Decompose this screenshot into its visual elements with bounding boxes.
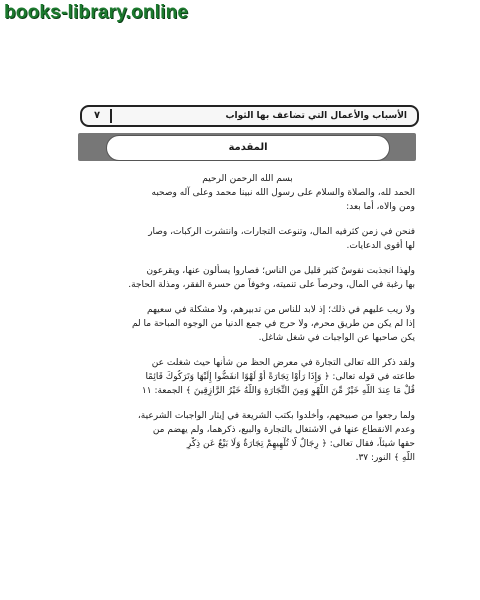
page-body: [80, 172, 415, 465]
paragraph-line: ومن والاه، أما بعد:: [346, 202, 415, 212]
paragraph-gap: [80, 253, 415, 264]
paragraph-gap: [80, 398, 415, 409]
paragraph-line: بها رغبة في المال، وحرصاً على تنميته، وخوفاً من حسرة الفقر، ومذلة الحاجة.: [128, 280, 415, 290]
paragraph-gap: [80, 292, 415, 303]
paragraph-line: الحمد لله، والصلاة والسلام على رسول الله نبينا محمد وعلى آله وصحبه: [151, 188, 415, 198]
section-title: المقدمة: [228, 142, 268, 153]
paragraph-line: ولا ريب عليهم في ذلك؛ إذ لابد للناس من تدبيرهم، ولا مشكلة في سعيهم: [147, 305, 415, 315]
basmala: بسم الله الرحمن الرحيم: [202, 174, 293, 184]
running-header: [80, 105, 419, 127]
paragraph-line: إذا لم يكن من طريق محرم، ولا حرج في جمع الدنيا من الوجوه المباحة ما لم: [131, 319, 415, 329]
book-page: [70, 100, 420, 560]
page-number: ٧: [93, 110, 101, 121]
paragraph-line: وعدم الانقطاع عنها في الاشتغال بالتجارة والبيع، ذكرهما، ولم يهضم من: [152, 425, 415, 435]
paragraph-line: فنحن في زمن كثرفيه المال، وتنوعت التجارات، وانتشرت الركبات، وصار: [148, 227, 415, 237]
paragraph-line: لها أقوى الدعايات.: [346, 241, 415, 251]
running-title: الأسباب والأعمال التي تضاعف بها الثواب: [225, 111, 407, 121]
paragraph-line: ولقد ذكر الله تعالى التجارة في معرض الحظ من شأنها حيث شغلت عن: [151, 358, 415, 368]
section-title-frame: [106, 135, 390, 161]
paragraph-gap: [80, 214, 415, 225]
site-watermark: books-library.online: [4, 2, 189, 23]
paragraph-line: طاعته في قوله تعالى: ﴿ وَإِذَا رَأَوْا تِجَارَةً أَوْ لَهْوًا انفَضُّوا إِلَيْهَا وَتَرَكُوكَ قَائِمًا: [145, 372, 415, 382]
paragraph-line: قُلْ مَا عِندَ اللَّهِ خَيْرٌ مِّنَ اللَّهْوِ وَمِنَ التِّجَارَةِ وَاللَّهُ خَيْرُ الرَّازِقِينَ ﴾ الجمعة: ١١: [141, 386, 415, 396]
paragraph-line: يكن صاحبها عن الواجبات في شغل شاغل.: [258, 333, 415, 343]
paragraph-gap: [80, 345, 415, 356]
header-divider: [110, 109, 112, 123]
paragraph-line: ولما رجعوا من صبيحهم، وأخلدوا بكتب الشريعة في إيثار الواجبات الشرعية،: [137, 411, 415, 421]
paragraph-line: حقها شيئاً، فقال تعالى: ﴿ رِجَالٌ لَّا تُلْهِيهِمْ تِجَارَةٌ وَلَا بَيْعٌ عَن ذِكْرِ: [186, 439, 415, 449]
paragraph-line: اللَّهِ ﴾ النور: ٣٧.: [355, 453, 415, 463]
paragraph-line: ولهذا انجذبت نفوسٌ كثير قليل من الناس؛ فصاروا يسألون عنها، ويقرعون: [146, 266, 415, 276]
section-banner: [78, 133, 416, 161]
